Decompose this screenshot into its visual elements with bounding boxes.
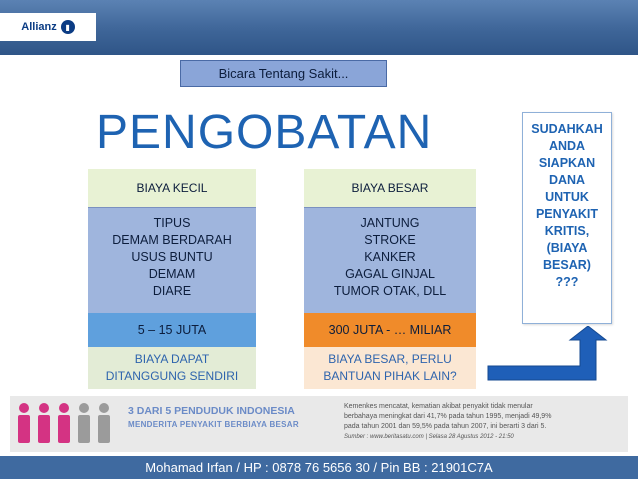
disease-item: USUS BUNTU	[131, 250, 213, 264]
note-small	[88, 347, 256, 389]
disease-item: GAGAL GINJAL	[345, 267, 435, 281]
contact-info: Mohamad Irfan / HP : 0878 76 5656 30 / Pin BB : 21901C7A	[145, 460, 493, 475]
side-line: BESAR)	[543, 258, 591, 272]
disease-item: KANKER	[364, 250, 416, 264]
cost-small: 5 – 15 JUTA	[88, 313, 256, 347]
body-line: berbahaya meningkat dari 41,7% pada tahun 1995, menjadi 49,9%	[344, 413, 552, 420]
banner-headline	[128, 404, 338, 432]
disease-list-large	[304, 207, 476, 313]
brand-mark-icon: ▮	[61, 20, 75, 34]
category-small-cost: BIAYA KECIL	[88, 169, 256, 207]
return-arrow-icon	[480, 326, 620, 384]
disease-item: DEMAM	[148, 267, 196, 281]
side-line: KRITIS,	[544, 224, 590, 238]
brand-logo	[0, 13, 96, 41]
note-line: BIAYA BESAR, PERLU	[328, 352, 452, 366]
side-line: PENYAKIT	[535, 207, 599, 221]
side-line: SUDAHKAH	[531, 122, 603, 136]
person-icon	[18, 403, 30, 443]
side-line: (BIAYA	[546, 241, 588, 255]
body-line: pada tahun 2001 dan 59,5% pada tahun 2007, ini berarti 3 dari 5.	[344, 423, 547, 430]
headline-line: 3 DARI 5 PENDUDUK INDONESIA	[128, 405, 295, 417]
person-icon	[58, 403, 70, 443]
note-line: DITANGGUNG SENDIRI	[105, 369, 239, 383]
disease-item: TIPUS	[153, 216, 191, 230]
note-large	[304, 347, 476, 389]
page-title: PENGOBATAN	[88, 95, 476, 169]
people-icons	[14, 400, 124, 446]
side-line: ANDA	[548, 139, 586, 153]
disease-item: DIARE	[152, 284, 192, 298]
headline-line: MENDERITA PENYAKIT BERBIAYA BESAR	[128, 420, 299, 429]
side-line: DANA	[548, 173, 586, 187]
category-large-cost: BIAYA BESAR	[304, 169, 476, 207]
disease-item: JANTUNG	[360, 216, 420, 230]
side-line: UNTUK	[545, 190, 589, 204]
disease-list-small	[88, 207, 256, 313]
banner-body	[344, 402, 624, 442]
cost-large: 300 JUTA - … MILIAR	[304, 313, 476, 347]
category-gap	[256, 169, 304, 207]
person-icon	[38, 403, 50, 443]
person-icon	[98, 403, 110, 443]
side-question	[522, 112, 612, 324]
disease-item: STROKE	[364, 233, 416, 247]
disease-item: DEMAM BERDARAH	[112, 233, 232, 247]
side-line: ???	[555, 275, 579, 289]
disease-item: TUMOR OTAK, DLL	[333, 284, 447, 298]
side-line: SIAPKAN	[538, 156, 596, 170]
body-line: Kemenkes mencatat, kematian akibat penyakit tidak menular	[344, 403, 533, 410]
note-line: BANTUAN PIHAK LAIN?	[323, 369, 457, 383]
person-icon	[78, 403, 90, 443]
note-line: BIAYA DAPAT	[134, 352, 210, 366]
topic-label: Bicara Tentang Sakit...	[180, 60, 387, 87]
source-line: Sumber : www.beritasatu.com | Selasa 28 Agustus 2012 - 21:50	[344, 434, 514, 440]
brand-name: Allianz	[21, 21, 57, 33]
